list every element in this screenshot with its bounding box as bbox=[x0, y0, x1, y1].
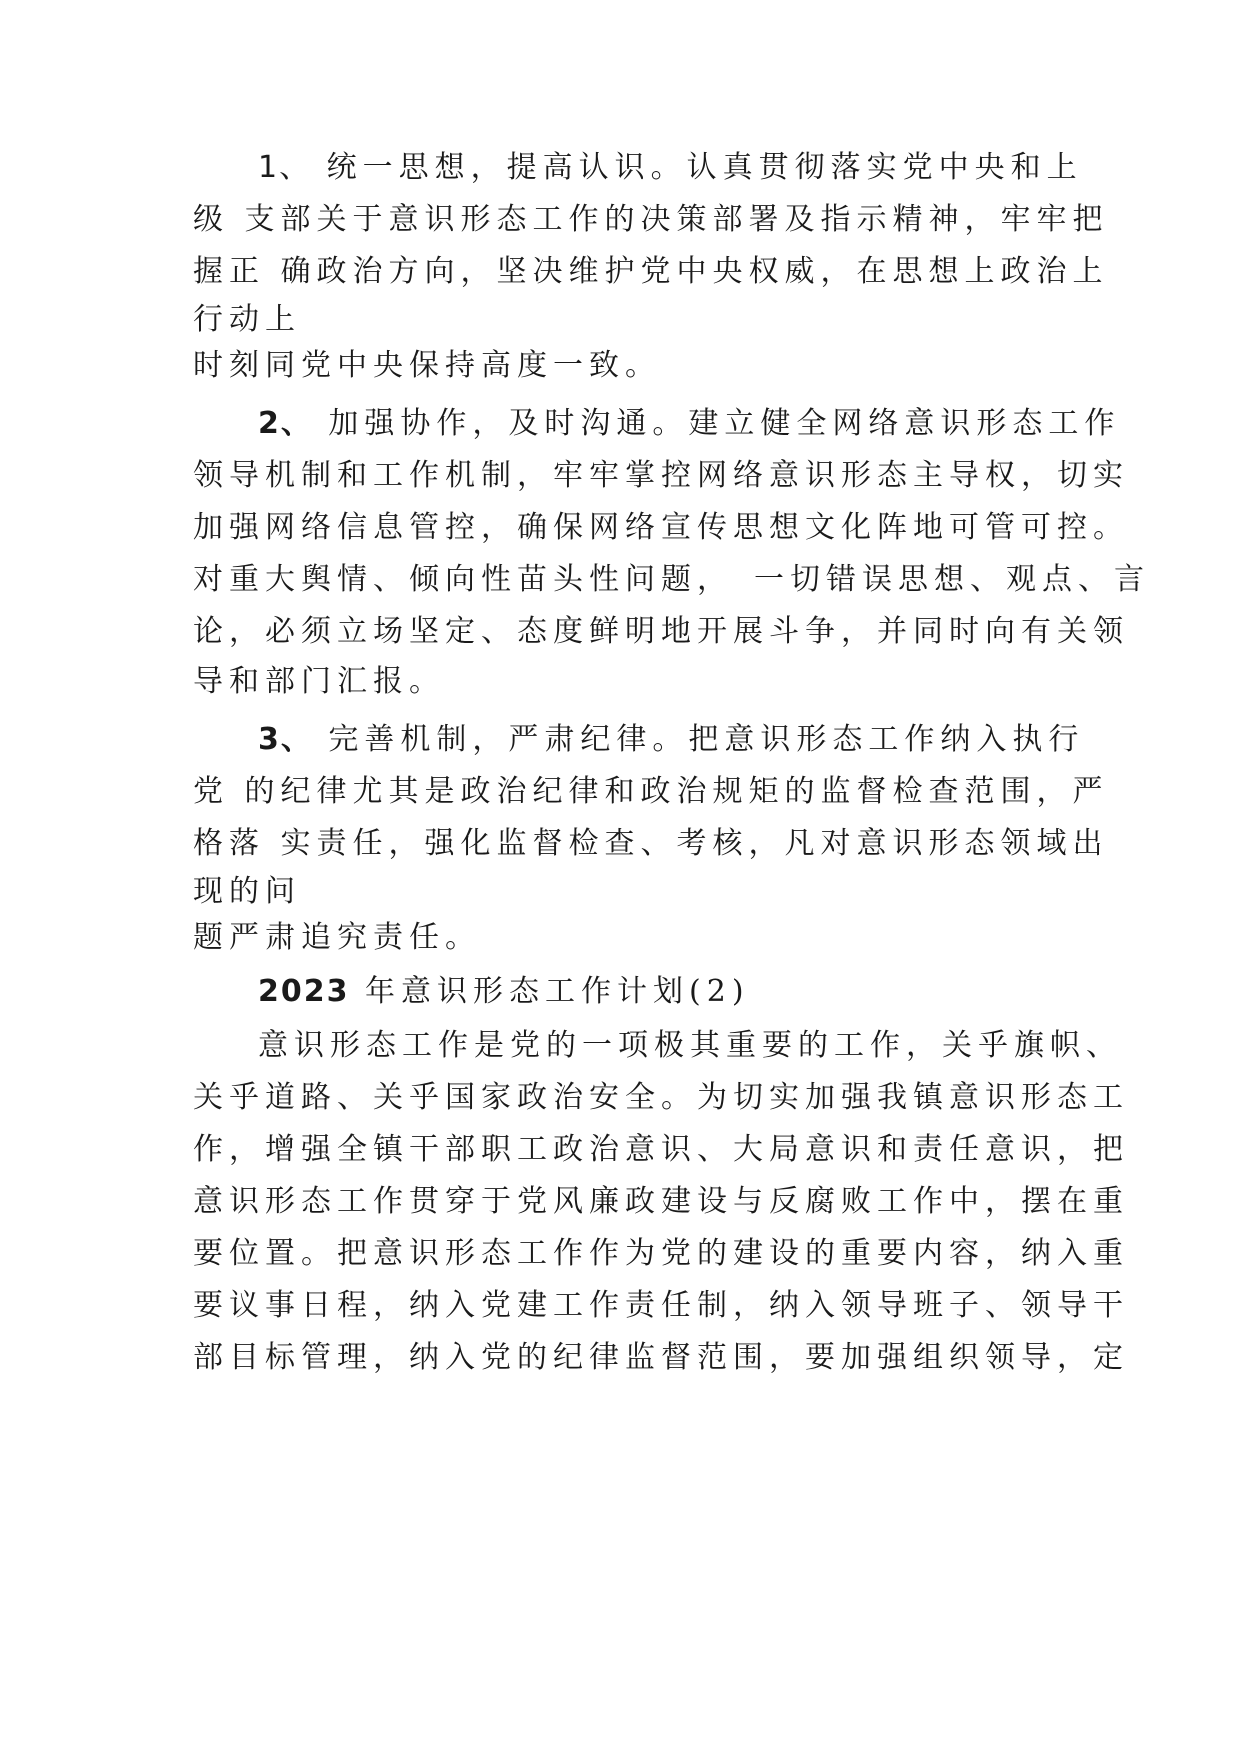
section-1-line-5: 时刻同党中央保持高度一致。 bbox=[193, 348, 661, 383]
section-1-line-4: 行动上 bbox=[193, 302, 301, 337]
section-3-number: 3、 bbox=[258, 722, 313, 757]
section-3-text: 完善机制，严肃纪律。把意识形态工作纳入执行 bbox=[312, 722, 1085, 757]
plan-heading-year: 2023 bbox=[258, 974, 350, 1009]
body-line-3: 作，增强全镇干部职工政治意识、大局意识和责任意识，把 bbox=[193, 1132, 1129, 1167]
section-2-line-5: 论，必须立场坚定、态度鲜明地开展斗争，并同时向有关领 bbox=[193, 614, 1129, 649]
section-1-line-1 bbox=[258, 148, 1083, 188]
section-2-number: 2、 bbox=[258, 406, 313, 441]
section-2-line-6: 导和部门汇报。 bbox=[193, 664, 445, 699]
section-1-line-3: 握正 确政治方向，坚决维护党中央权威，在思想上政治上 bbox=[193, 254, 1109, 289]
section-3-line-2: 党 的纪律尤其是政治纪律和政治规矩的监督检查范围，严 bbox=[193, 774, 1109, 809]
section-1-text: 统一思想，提高认识。认真贯彻落实党中央和上 bbox=[311, 150, 1083, 185]
plan-heading-text: 年意识形态工作计划(2) bbox=[349, 974, 750, 1009]
section-2-line-1 bbox=[258, 404, 1120, 444]
section-3-line-5: 题严肃追究责任。 bbox=[193, 920, 481, 955]
section-1-number: 1、 bbox=[258, 150, 312, 185]
body-line-5: 要位置。把意识形态工作作为党的建设的重要内容，纳入重 bbox=[193, 1236, 1129, 1271]
body-line-1: 意识形态工作是党的一项极其重要的工作，关乎旗帜、 bbox=[258, 1028, 1122, 1063]
section-2-line-3: 加强网络信息管控，确保网络宣传思想文化阵地可管可控。 bbox=[193, 510, 1129, 545]
section-2-line-4: 对重大舆情、倾向性苗头性问题， 一切错误思想、观点、言 bbox=[193, 562, 1150, 597]
section-3-line-3: 格落 实责任，强化监督检查、考核，凡对意识形态领域出 bbox=[193, 826, 1109, 861]
plan-heading bbox=[258, 972, 750, 1012]
body-line-2: 关乎道路、关乎国家政治安全。为切实加强我镇意识形态工 bbox=[193, 1080, 1129, 1115]
body-line-4: 意识形态工作贯穿于党风廉政建设与反腐败工作中，摆在重 bbox=[193, 1184, 1129, 1219]
section-3-line-4: 现的问 bbox=[193, 874, 301, 909]
body-line-7: 部目标管理，纳入党的纪律监督范围，要加强组织领导，定 bbox=[193, 1340, 1129, 1375]
body-line-6: 要议事日程，纳入党建工作责任制，纳入领导班子、领导干 bbox=[193, 1288, 1129, 1323]
section-2-line-2: 领导机制和工作机制，牢牢掌控网络意识形态主导权，切实 bbox=[193, 458, 1129, 493]
section-1-line-2: 级 支部关于意识形态工作的决策部署及指示精神，牢牢把 bbox=[193, 202, 1109, 237]
section-2-text: 加强协作，及时沟通。建立健全网络意识形态工作 bbox=[312, 406, 1121, 441]
section-3-line-1 bbox=[258, 720, 1084, 760]
